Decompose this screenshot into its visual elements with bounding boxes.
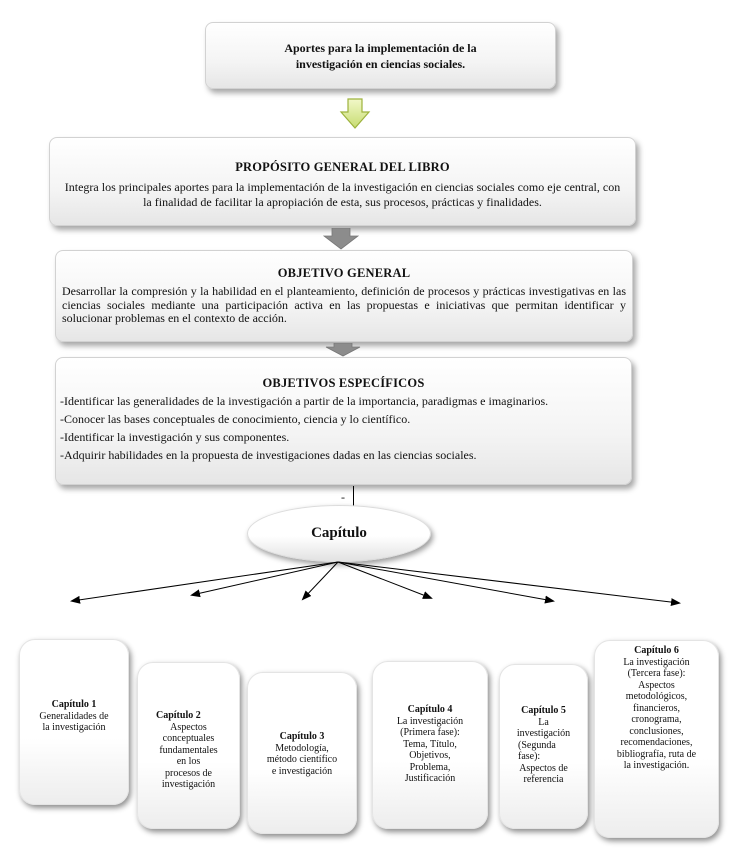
objetivo-especifico-item: -Identificar las generalidades de la investigación a partir de la importancia, paradigmas e imaginarios.: [60, 394, 549, 408]
chapter-title: Capítulo 6: [634, 645, 679, 656]
chapter-line: financieros,: [633, 702, 680, 714]
objetivo-especifico-item: -Conocer las bases conceptuales de conocimiento, ciencia y lo científico.: [60, 412, 411, 426]
branch-arrow-1: [72, 562, 338, 601]
chapter-line: fundamentales: [159, 744, 218, 756]
chapter-line: conclusiones,: [629, 725, 684, 737]
chapter-line: Justificación: [404, 773, 456, 784]
chapter-title: Capítulo 2: [156, 710, 201, 721]
objetivo-general-text: Desarrollar la compresión y la habilidad en el planteamiento, definición de procesos y prácticas investigativas en las ciencias sociales mediante una participación activa en las propuestas e iniciativas que permitan identificar y solucionar problemas en el contexto de acción.: [62, 284, 626, 325]
chapter-line: La investigación: [623, 656, 690, 668]
chapter-line: la investigación.: [623, 760, 690, 771]
proposito-heading: PROPÓSITO GENERAL DEL LIBRO: [235, 160, 450, 174]
chapter-box-3: [247, 672, 357, 834]
branch-arrow-5: [338, 562, 553, 601]
chapter-line: e investigación: [271, 765, 333, 777]
chapter-title: Capítulo 1: [51, 699, 97, 710]
chapter-box-5: [499, 664, 588, 829]
chapter-line: procesos de: [165, 767, 212, 779]
branch-arrow-3: [303, 562, 338, 599]
chapter-line: Aspectos: [170, 721, 207, 733]
chapter-title: Capítulo 4: [407, 704, 453, 715]
main-topic-line-2: investigación en ciencias sociales.: [295, 57, 466, 71]
branch-arrow-2: [192, 562, 338, 595]
chapter-line: Tema, Título,: [403, 738, 457, 750]
chapter-box-1: [19, 639, 129, 805]
chapter-line: Metodología,: [275, 742, 329, 754]
chapter-title: Capítulo 3: [279, 731, 325, 742]
chapter-line: conceptuales: [162, 733, 215, 744]
chapter-line: metodológicos,: [625, 691, 688, 702]
chapter-line: La investigación: [396, 715, 464, 727]
chapter-box-2: [137, 662, 240, 829]
chapter-line: investigación: [161, 779, 216, 790]
proposito-text: Integra los principales aportes para la implementación de la investigación en ciencias sociales como eje central, con la finalidad de facilitar la apropiación de esta, sus procesos, prácticas y finalidades.: [64, 180, 621, 209]
connector-dash: -: [341, 490, 345, 504]
chapter-box-4: [372, 661, 488, 829]
chapter-line: referencia: [523, 774, 564, 785]
objetivos-especificos-heading: OBJETIVOS ESPECÍFICOS: [262, 376, 425, 390]
chapter-box-6: [594, 640, 719, 838]
chapter-line: (Tercera fase):: [627, 668, 686, 679]
chapter-line: bibliografía, ruta de: [616, 748, 697, 760]
chapter-line: Aspectos: [638, 679, 675, 691]
chapter-line: en los: [176, 756, 201, 767]
chapter-line: (Segunda: [518, 739, 556, 751]
chapter-line: La: [538, 716, 549, 728]
chapter-line: Problema,: [409, 761, 451, 773]
objetivo-especifico-item: -Identificar la investigación y sus componentes.: [60, 430, 290, 444]
chapter-line: (Primera fase):: [400, 727, 460, 738]
chapter-line: Aspectos de: [519, 762, 568, 774]
branch-arrow-6: [338, 562, 679, 603]
capitulo-label: Capítulo: [311, 525, 367, 541]
chapter-line: fase):: [518, 751, 541, 762]
chapter-line: método científico: [266, 754, 338, 765]
chapter-line: cronograma,: [631, 714, 682, 725]
chapter-title: Capítulo 5: [521, 705, 566, 716]
main-topic-line-1: Aportes para la implementación de la: [284, 41, 477, 55]
chapter-line: Objetivos,: [409, 750, 451, 761]
objetivo-especifico-item: -Adquirir habilidades en la propuesta de investigaciones dadas en las ciencias sociales.: [60, 448, 477, 462]
chapter-line: recomendaciones,: [620, 737, 693, 748]
chapter-line: Generalidades de: [39, 710, 109, 722]
chapter-line: la investigación: [42, 722, 106, 733]
objetivo-general-heading: OBJETIVO GENERAL: [277, 266, 411, 280]
chapter-line: investigación: [516, 728, 571, 739]
